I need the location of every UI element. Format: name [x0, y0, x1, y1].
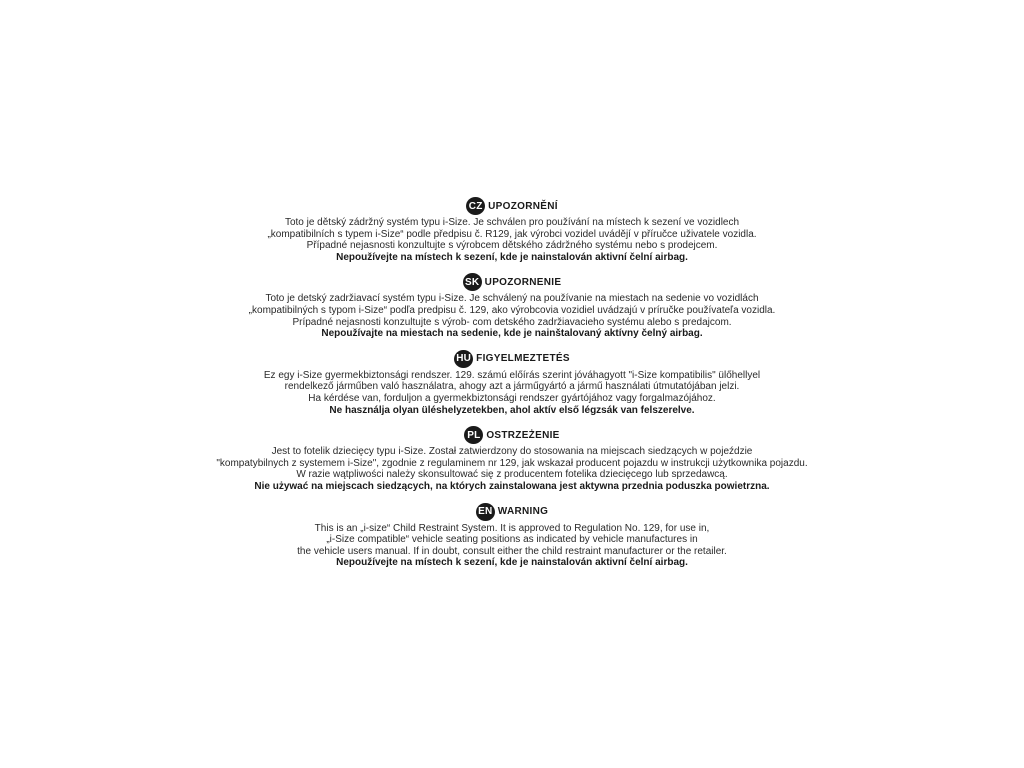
airbag-warning: Nie używać na miejscach siedzących, na których zainstalowana jest aktywna przednia poduszka powietrzna.: [254, 480, 770, 492]
text-line: This is an „i-size“ Child Restraint System. It is approved to Regulation No. 129, for use in,: [314, 522, 710, 534]
section-heading: [476, 503, 548, 521]
text-line: "kompatybilnych z systemem i-Size", zgodnie z regulaminem nr 129, jak wskazał producent pojazdu w instrukcji użytkownika pojazdu.: [216, 457, 808, 469]
text-line: the vehicle users manual. If in doubt, consult either the child restraint manufacturer or the retailer.: [297, 545, 727, 557]
section-title: UPOZORNĚNÍ: [488, 200, 558, 212]
text-line: rendelkező járműben való használatra, ahogy azt a járműgyártó a jármű használati útmutatójában jelzi.: [284, 381, 740, 393]
section-en: [297, 503, 727, 569]
section-title: FIGYELMEZTETÉS: [476, 353, 570, 365]
airbag-warning: Nepoužívejte na místech k sezení, kde je nainstalován aktivní čelní airbag.: [336, 251, 688, 263]
text-line: Prípadné nejasnosti konzultujte s výrob- com detského zadržiavacieho systému alebo s predajcom.: [292, 316, 732, 328]
section-title: WARNING: [497, 506, 549, 517]
section-heading: [464, 426, 559, 444]
section-hu: [264, 350, 760, 416]
section-heading: [463, 273, 562, 291]
language-badge: SK: [463, 273, 482, 291]
language-badge: EN: [476, 503, 495, 521]
airbag-warning: Nepoužívajte na miestach na sedenie, kde je nainštalovaný aktívny čelný airbag.: [321, 328, 703, 340]
section-title: OSTRZEŻENIE: [486, 429, 560, 441]
text-line: Ha kérdése van, forduljon a gyermekbiztonsági rendszer gyártójához vagy forgalmazójához.: [308, 392, 716, 404]
section-pl: [216, 426, 807, 492]
text-line: Toto je detský zadržiavací systém typu i-Size. Je schválený na používanie na miestach na sedenie vo vozidlách: [265, 293, 759, 305]
airbag-warning: Nepoužívejte na místech k sezení, kde je nainstalován aktivní čelní airbag.: [336, 557, 688, 569]
text-line: „kompatibilných s typom i-Size“ podľa predpisu č. 129, ako výrobcovia vozidiel uvádzajú v príručke používateľa vozidla.: [248, 304, 776, 316]
language-badge: HU: [454, 350, 473, 368]
section-title: UPOZORNENIE: [484, 276, 562, 288]
language-badge: PL: [464, 426, 483, 444]
text-line: Jest to fotelik dziecięcy typu i-Size. Został zatwierdzony do stosowania na miejscach siedzących w pojeździe: [271, 446, 753, 458]
section-sk: [249, 273, 776, 339]
text-line: „i-Size compatible“ vehicle seating positions as indicated by vehicle manufactures in: [326, 534, 698, 546]
section-cz: [267, 197, 756, 263]
text-line: „kompatibilních s typem i-Size“ podle předpisu č. R129, jak výrobci vozidel uvádějí v příručce uživatele vozidla.: [267, 228, 757, 240]
section-heading: [466, 197, 558, 215]
warnings-page: [0, 197, 1024, 579]
text-line: Ez egy i-Size gyermekbiztonsági rendszer. 129. számú előírás szerint jóváhagyott "i-Size kompatibilis" ülőhellyel: [263, 369, 761, 381]
text-line: Toto je dětský zádržný systém typu i-Size. Je schválen pro používání na místech k sezení ve vozidlech: [284, 217, 740, 228]
language-badge: CZ: [466, 197, 485, 215]
airbag-warning: Ne használja olyan üléshelyzetekben, ahol aktív első légzsák van felszerelve.: [329, 404, 695, 416]
text-line: W razie wątpliwości należy skonsultować się z producentem fotelika dziecięcego lub sprzedawcą.: [296, 469, 728, 481]
section-heading: [454, 350, 570, 368]
text-line: Případné nejasnosti konzultujte s výrobcem dětského zádržného systému nebo s prodejcem.: [306, 240, 718, 252]
